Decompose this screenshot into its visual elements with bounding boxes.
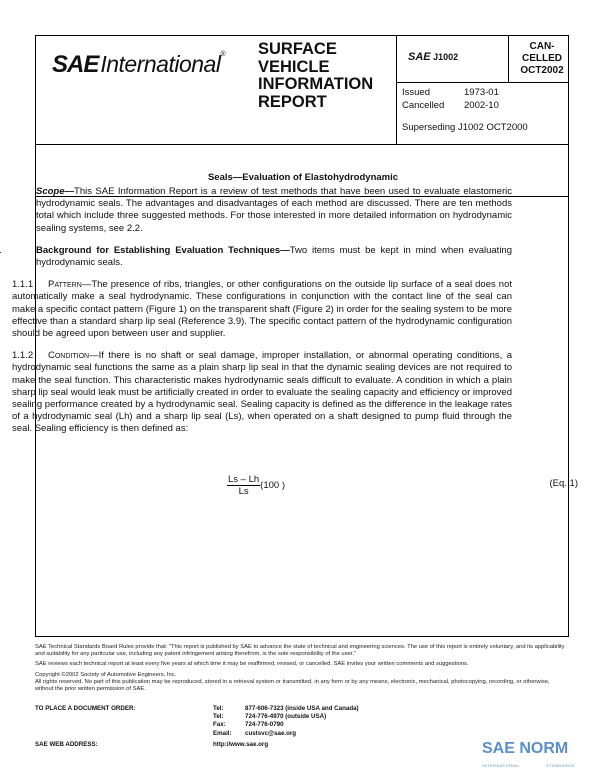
cancelled-label: Cancelled [402, 100, 445, 111]
equation-label: (Eq. 1) [549, 478, 578, 489]
section-1-heading: Scope— [36, 186, 75, 197]
status-line-3: OCT2002 [520, 65, 564, 76]
doc-mini-logo: SAE [408, 51, 431, 63]
web-link[interactable]: http://www.sae.org [213, 741, 269, 748]
tel-label: Tel: [213, 705, 224, 712]
section-1-1-text: Two items must be kept in mind when evaluating hydrodynamic seals. [36, 244, 512, 269]
issued-label: Issued [402, 87, 430, 98]
status-badge [514, 41, 570, 77]
document-body [12, 186, 512, 446]
tel-inside-usa[interactable]: 877-606-7323 (inside USA and Canada) [245, 705, 359, 712]
status-vertical-divider [508, 36, 509, 82]
order-contacts [213, 705, 359, 738]
section-1-1-2-text: —If there is no shaft or seal damage, improper installation, or abnormal operating conditions, a hydrodynamic seal functions the same as a plain sharp lip seal in that the dynamic sealing devices are not required to make the seal function. This characteristic makes hydrodynamic seals difficult to evaluate. A condition in which a plain sharp lip seal would leak must be artificially created in order to evaluate the sealing capacity and efficiency or improved sealing performance created by a hydrodynamic seal. Sealing capacity is defined as the difference in the leakage rates of a hydrodynamic seal (Lh) and a sharp lip seal (Ls), when operated on a shaft designed to pump fluid through the seal. Sealing efficiency is then defined as: [12, 350, 512, 435]
equation-1 [227, 474, 285, 497]
section-1-1-2-number: 1.1.2 [12, 350, 34, 362]
header-divider [36, 144, 568, 145]
section-1-1-heading: Background for Establishing Evaluation Techniques— [36, 244, 290, 256]
section-1-1-1-number: 1.1.1 [12, 279, 34, 291]
web-label: SAE WEB ADDRESS: [35, 741, 98, 748]
report-type [258, 41, 373, 111]
status-line-2: CELLED [522, 53, 562, 64]
section-1-1-2 [12, 350, 512, 435]
doc-number: J1002 [433, 52, 459, 62]
docid-divider [396, 82, 568, 83]
email-label: Email: [213, 729, 232, 737]
status-line-1: CAN- [529, 41, 555, 52]
cancelled-value: 2002-10 [464, 100, 499, 111]
section-1 [12, 186, 512, 235]
document-id [408, 51, 458, 63]
header-vertical-divider [396, 36, 397, 144]
logo-trademark: ® [220, 51, 226, 58]
badge-standards: STANDARDS [546, 763, 575, 768]
section-1-1-1-heading: Pattern [48, 279, 82, 291]
equation-fraction [227, 474, 260, 497]
equation-multiplier: (100 ) [260, 480, 285, 491]
badge-international: INTERNATIONAL [482, 763, 521, 768]
section-1-1 [12, 245, 512, 269]
equation-numerator: Ls – Lh [228, 474, 260, 485]
section-1-number [12, 186, 36, 198]
footer-copyright: Copyright ©2002 Society of Automotive Engineers, Inc. [35, 671, 177, 678]
document-title: Seals—Evaluation of Elastohydrodynamic [207, 172, 399, 183]
fax-label: Fax: [213, 721, 226, 729]
issue-dates [402, 86, 499, 112]
section-1-1-1 [12, 279, 512, 340]
equation-denominator: Ls [238, 486, 249, 497]
footer-rights: All rights reserved. No part of this publication may be reproduced, stored in a retrieval system or transmitted, in any form or by any means, electronic, mechanical, photocopying, recording, or otherwise, without the prior written permission of SAE. [35, 678, 550, 693]
section-1-1-1-text: —The presence of ribs, triangles, or other configurations on the outside lip surface of a seal does not automatically make a seal hydrodynamic. These configurations in conjunction with the contact line of the seal can make a specific contact pattern (Figure 1) on the transparent shaft (Figure 2) in order for the sealing system to be more effective than a standard sharp lip seal (Reference 3.9). The specific contact pattern of the hydrodynamic configuration should be agreed upon between user and supplier. [12, 279, 512, 340]
tel-label-2: Tel: [213, 713, 224, 721]
tel-outside-usa[interactable]: 724-776-4970 (outside USA) [245, 713, 327, 721]
footer-notes [35, 644, 569, 696]
fax-number[interactable]: 724-776-0790 [245, 721, 284, 729]
report-type-line-1: SURFACE [258, 40, 337, 58]
logo-international: International [100, 51, 221, 77]
badge-norm-text: SAE NORM [482, 740, 569, 757]
section-1-1-number [12, 245, 36, 257]
section-1-1-2-heading: Condition [48, 350, 90, 362]
report-type-line-3: INFORMATION [258, 75, 374, 93]
footer-review: SAE reviews each technical report at least every five years at which time it may be reaffirmed, revised, or cancelled. SAE invites your written comments and suggestions. [35, 661, 469, 668]
sae-international-logo [52, 51, 226, 79]
footer-rules: SAE Technical Standards Board Rules provide that: "This report is published by SAE to advance the state of technical and engineering sciences. The use of this report is entirely voluntary, and its applicability and suitability for any particular use, including any patent infringement arising therefrom, is the sole responsibility of the user." [35, 644, 565, 658]
email-link[interactable]: custsvc@sae.org [245, 729, 297, 737]
superseding-note: Superseding J1002 OCT2000 [402, 122, 528, 133]
section-1-text: This SAE Information Report is a review of test methods that have been used to evaluate elastomeric hydrodynamic seals. The advantages and disadvantages of each method are discussed. There are ten methods total which include three suggested methods. For those interested in more detailed information on hydrodynamic sealing systems, see 2.2. [36, 186, 512, 234]
issued-value: 1973-01 [464, 87, 499, 98]
logo-sae: SAE [52, 51, 99, 78]
order-label: TO PLACE A DOCUMENT ORDER: [35, 705, 136, 712]
report-type-line-2: VEHICLE [258, 57, 330, 76]
report-type-line-4: REPORT [258, 92, 327, 111]
sae-norm-logo [482, 740, 575, 768]
